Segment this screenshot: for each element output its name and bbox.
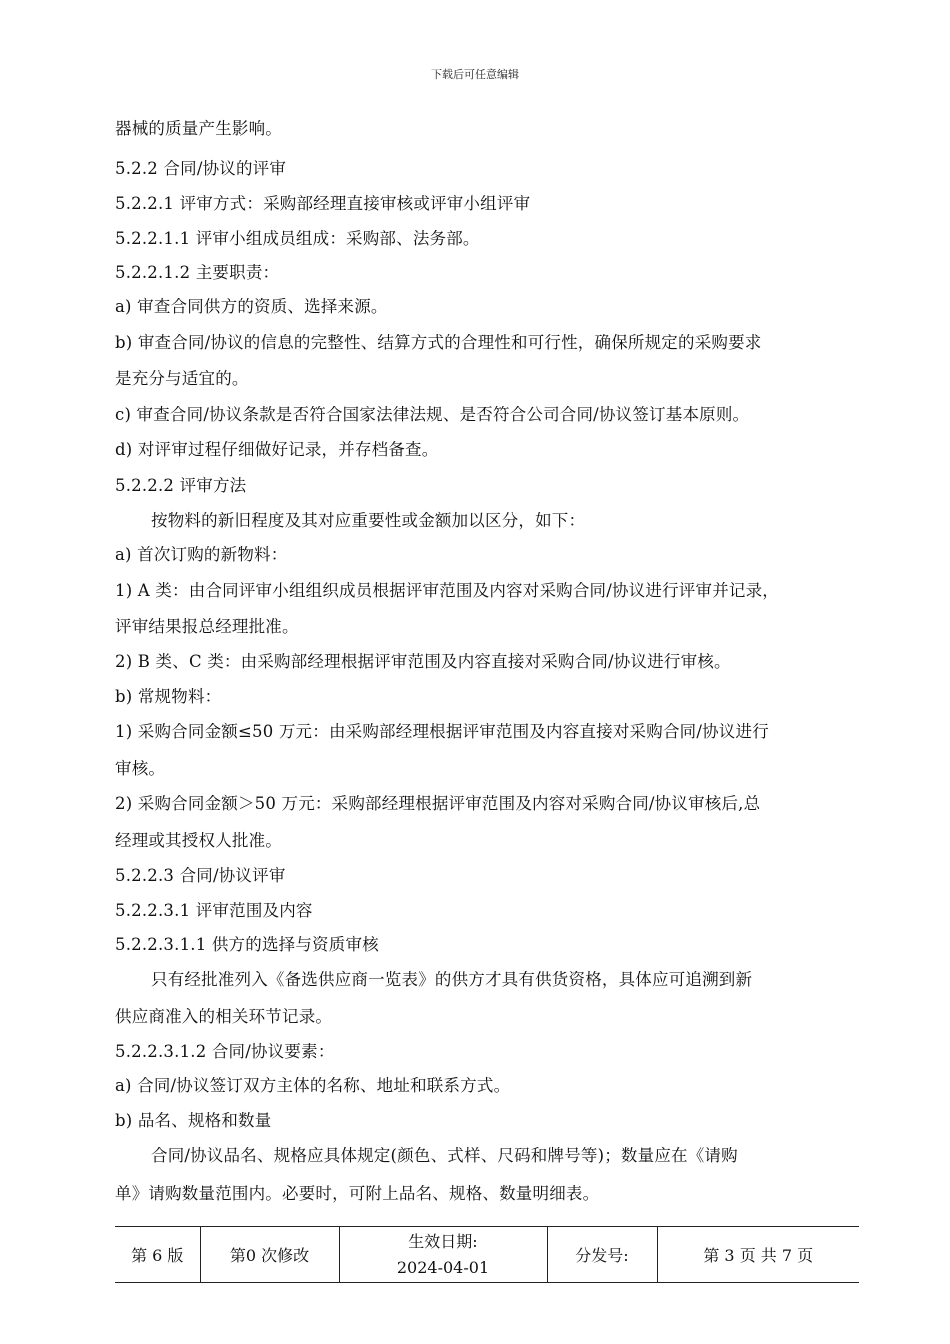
text-line: 供应商准入的相关环节记录。 <box>115 1007 333 1026</box>
effective-date-label: 生效日期: <box>408 1231 478 1251</box>
section-heading: 5.2.2.1.1 评审小组成员组成：采购部、法务部。 <box>115 229 480 248</box>
list-item: b) 品名、规格和数量 <box>115 1111 272 1130</box>
list-item: 1) A 类：由合同评审小组组织成员根据评审范围及内容对采购合同/协议进行评审并记录， <box>115 581 779 600</box>
list-item: a) 首次订购的新物料： <box>115 545 288 564</box>
section-heading: 5.2.2.1.2 主要职责： <box>115 263 280 282</box>
text-line: 评审结果报总经理批准。 <box>115 617 299 636</box>
list-item: c) 审查合同/协议条款是否符合国家法律法规、是否符合公司合同/协议签订基本原则。 <box>115 405 750 424</box>
paragraph: 按物料的新旧程度及其对应重要性或金额加以区分，如下： <box>151 511 586 530</box>
list-item: d) 对评审过程仔细做好记录，并存档备查。 <box>115 440 439 459</box>
section-heading: 5.2.2.3 合同/协议评审 <box>115 866 286 885</box>
section-heading: 5.2.2.2 评审方法 <box>115 476 247 495</box>
list-item: b) 常规物料： <box>115 687 222 706</box>
list-item: 1) 采购合同金额≤50 万元：由采购部经理根据评审范围及内容直接对采购合同/协议进行 <box>115 722 769 741</box>
edition-cell <box>115 1227 200 1283</box>
list-item: b) 审查合同/协议的信息的完整性、结算方式的合理性和可行性，确保所规定的采购要求 <box>115 333 762 352</box>
text-line: 是充分与适宜的。 <box>115 369 249 388</box>
page-info-text: 第 3 页 共 7 页 <box>703 1246 814 1265</box>
section-heading: 5.2.2.3.1.1 供方的选择与资质审核 <box>115 935 379 954</box>
edition-text: 第 6 版 <box>131 1246 184 1265</box>
list-item: 2) B 类、C 类：由采购部经理根据评审范围及内容直接对采购合同/协议进行审核。 <box>115 652 731 671</box>
footer-table <box>115 1226 859 1283</box>
distribution-cell <box>547 1227 657 1283</box>
list-item: 2) 采购合同金额＞50 万元：采购部经理根据评审范围及内容对采购合同/协议审核后,总 <box>115 794 761 813</box>
revision-text: 第0 次修改 <box>229 1246 310 1265</box>
revision-cell <box>200 1227 339 1283</box>
list-item: a) 合同/协议签订双方主体的名称、地址和联系方式。 <box>115 1076 511 1095</box>
page-header-note: 下载后可任意编辑 <box>431 68 519 81</box>
section-heading: 5.2.2.3.1.2 合同/协议要素： <box>115 1042 335 1061</box>
page-info-cell <box>657 1227 859 1283</box>
paragraph: 只有经批准列入《备选供应商一览表》的供方才具有供货资格，具体应可追溯到新 <box>151 970 753 989</box>
distribution-label: 分发号: <box>575 1246 629 1265</box>
section-heading: 5.2.2.1 评审方式：采购部经理直接审核或评审小组评审 <box>115 194 531 213</box>
section-heading: 5.2.2 合同/协议的评审 <box>115 159 287 178</box>
section-heading: 5.2.2.3.1 评审范围及内容 <box>115 901 313 920</box>
text-line: 审核。 <box>115 759 166 778</box>
list-item: a) 审查合同供方的资质、选择来源。 <box>115 297 388 316</box>
text-line: 经理或其授权人批准。 <box>115 831 282 850</box>
effective-date-cell <box>339 1227 547 1283</box>
text-line: 器械的质量产生影响。 <box>115 119 282 138</box>
effective-date-value: 2024-04-01 <box>396 1257 490 1277</box>
text-line: 单》请购数量范围内。必要时，可附上品名、规格、数量明细表。 <box>115 1184 600 1203</box>
paragraph: 合同/协议品名、规格应具体规定(颜色、式样、尺码和牌号等)；数量应在《请购 <box>151 1146 738 1165</box>
